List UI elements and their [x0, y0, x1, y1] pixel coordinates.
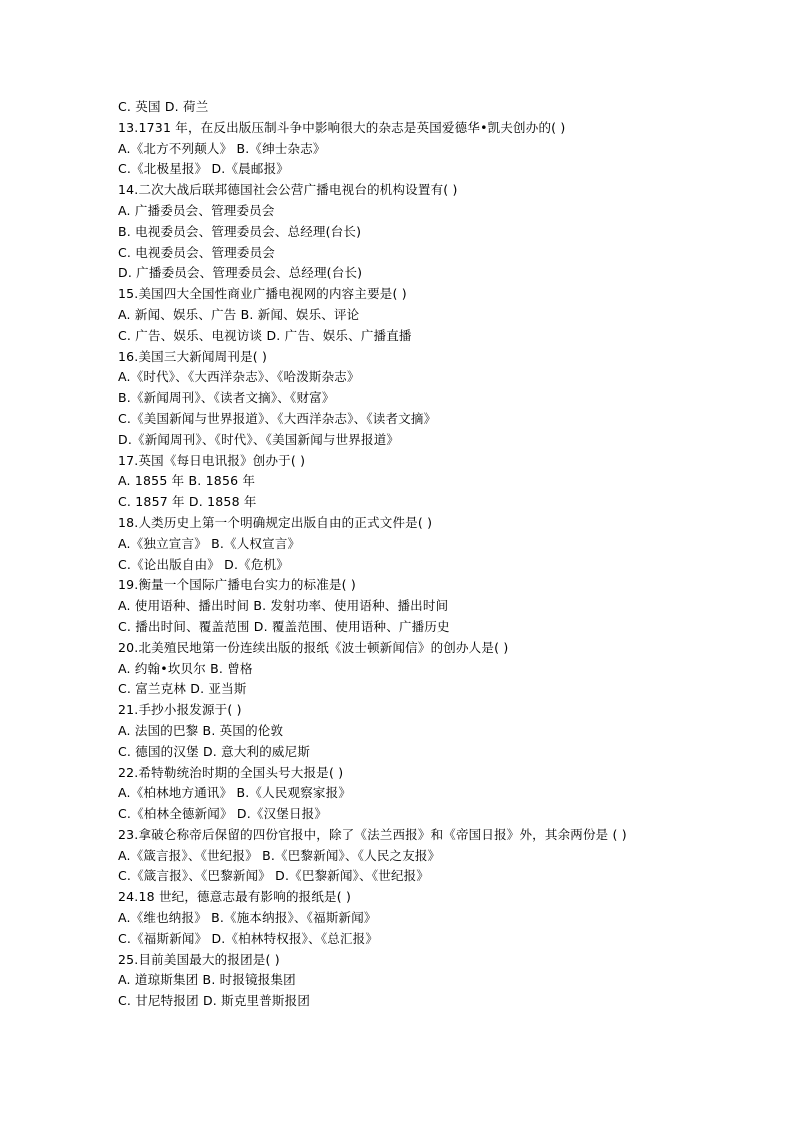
text-line: C. 富兰克林 D. 亚当斯: [118, 681, 247, 697]
text-line: 20.北美殖民地第一份连续出版的报纸《波士顿新闻信》的创办人是( ): [118, 639, 509, 655]
text-line: C.《福斯新闻》 D.《柏林特权报》、《总汇报》: [118, 930, 379, 946]
text-line: 21.手抄小报发源于( ): [118, 702, 242, 718]
text-line: A. 广播委员会、管理委员会: [118, 202, 275, 218]
text-line: 18.人类历史上第一个明确规定出版自由的正式文件是( ): [118, 514, 433, 530]
text-line: 25.目前美国最大的报团是( ): [118, 951, 280, 967]
text-line: C.《美国新闻与世界报道》、《大西洋杂志》、《读者文摘》: [118, 410, 437, 426]
text-line: A. 1855 年 B. 1856 年: [118, 473, 256, 489]
text-line: B. 电视委员会、管理委员会、总经理(台长): [118, 223, 362, 239]
text-line: C. 甘尼特报团 D. 斯克里普斯报团: [118, 993, 311, 1009]
text-line: C. 德国的汉堡 D. 意大利的威尼斯: [118, 743, 311, 759]
text-line: B.《新闻周刊》、《读者文摘》、《财富》: [118, 390, 335, 406]
text-line: C. 广告、娱乐、电视访谈 D. 广告、娱乐、广播直播: [118, 327, 412, 343]
text-line: 24.18 世纪，德意志最有影响的报纸是( ): [118, 889, 352, 905]
text-line: A. 约翰•坎贝尔 B. 曾格: [118, 660, 253, 676]
text-line: A.《时代》、《大西洋杂志》、《哈泼斯杂志》: [118, 369, 360, 385]
text-line: D. 广播委员会、管理委员会、总经理(台长): [118, 265, 363, 281]
text-line: C.《北极星报》 D.《晨邮报》: [118, 161, 289, 177]
text-line: 22.希特勒统治时期的全国头号大报是( ): [118, 764, 344, 780]
text-line: 14.二次大战后联邦德国社会公营广播电视台的机构设置有( ): [118, 182, 458, 198]
text-line: A.《柏林地方通讯》 B.《人民观察家报》: [118, 785, 352, 801]
text-line: A. 法国的巴黎 B. 英国的伦敦: [118, 722, 284, 738]
text-line: 17.英国《每日电讯报》创办于( ): [118, 452, 306, 468]
text-line: 16.美国三大新闻周刊是( ): [118, 348, 268, 364]
text-line: A.《箴言报》、《世纪报》 B.《巴黎新闻》、《人民之友报》: [118, 847, 441, 863]
text-line: 13.1731 年，在反出版压制斗争中影响很大的杂志是英国爱德华•凯夫创办的( ): [118, 119, 566, 135]
text-line: 19.衡量一个国际广播电台实力的标准是( ): [118, 577, 357, 593]
text-line: C. 1857 年 D. 1858 年: [118, 494, 257, 510]
text-line: C.《柏林全德新闻》 D.《汉堡日报》: [118, 806, 328, 822]
text-line: C.《箴言报》、《巴黎新闻》 D.《巴黎新闻》、《世纪报》: [118, 868, 430, 884]
text-line: A.《独立宣言》 B.《人权宣言》: [118, 535, 301, 551]
text-line: 15.美国四大全国性商业广播电视网的内容主要是( ): [118, 286, 407, 302]
text-line: C. 播出时间、覆盖范围 D. 覆盖范围、使用语种、广播历史: [118, 618, 450, 634]
text-line: C. 英国 D. 荷兰: [118, 99, 209, 114]
text-line: D.《新闻周刊》、《时代》、《美国新闻与世界报道》: [118, 431, 400, 447]
text-line: A.《北方不列颠人》 B.《绅士杂志》: [118, 140, 326, 156]
text-line: A. 使用语种、播出时间 B. 发射功率、使用语种、播出时间: [118, 598, 449, 614]
question-list: [118, 97, 758, 1012]
text-line: A.《维也纳报》 B.《施本纳报》、《福斯新闻》: [118, 910, 377, 926]
text-line: A. 新闻、娱乐、广告 B. 新闻、娱乐、评论: [118, 306, 360, 322]
text-line: 23.拿破仑称帝后保留的四份官报中，除了《法兰西报》和《帝国日报》外，其余两份是 ( ): [118, 826, 627, 842]
text-line: C.《论出版自由》 D.《危机》: [118, 556, 289, 572]
text-line: A. 道琼斯集团 B. 时报镜报集团: [118, 972, 296, 988]
text-line: C. 电视委员会、管理委员会: [118, 244, 275, 260]
